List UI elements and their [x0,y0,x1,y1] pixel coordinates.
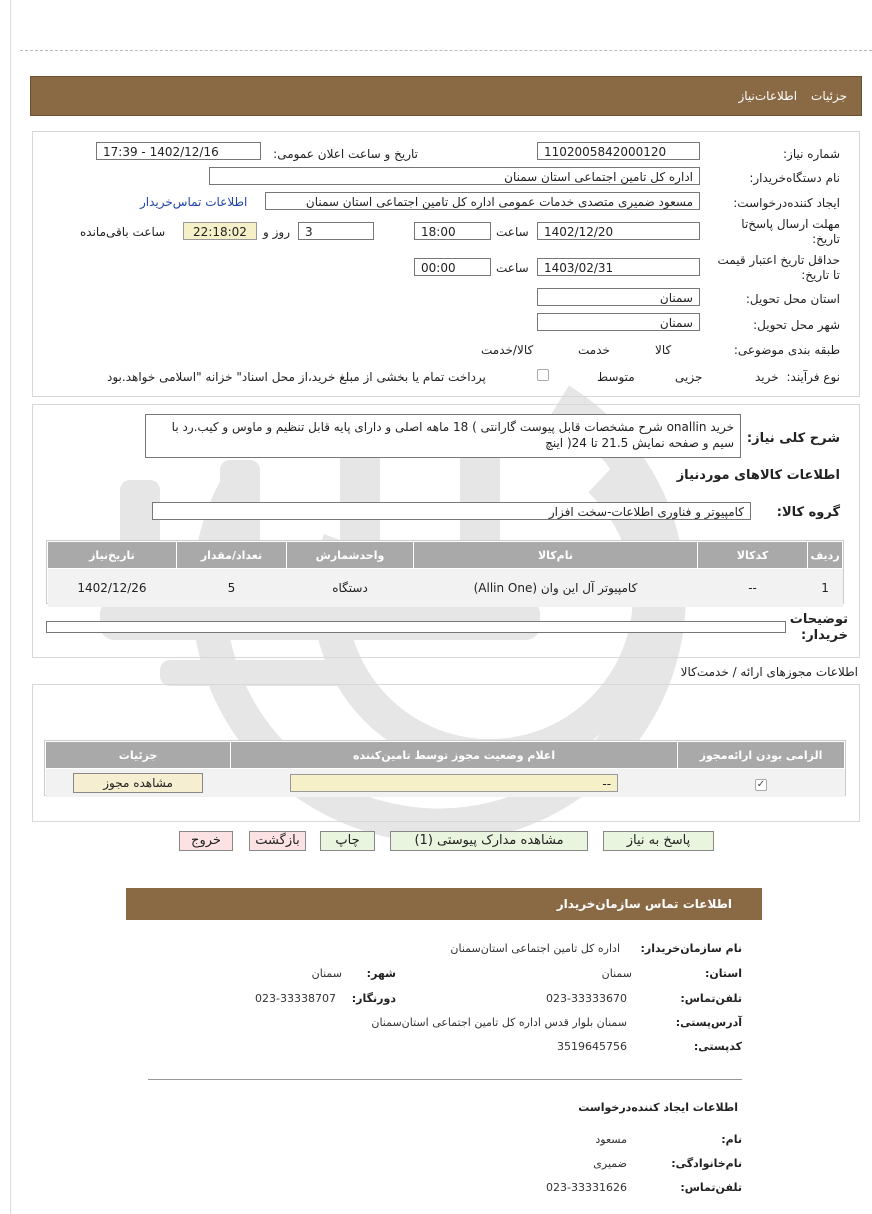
days-label: روز و [263,225,290,239]
tab-details[interactable]: جزئیات [811,89,847,103]
cell-unit: دستگاه [287,569,414,608]
cell-row: 1 [808,569,843,608]
process-label: نوع فرآیند: [786,370,840,384]
col-unit: واحدشمارش [287,542,414,569]
col-row: ردیف [808,542,843,569]
top-divider [20,50,872,51]
contact-fax-label: دورنگار: [351,992,396,1005]
col-required: الزامی بودن ارائه‌مجوز [677,742,844,769]
radio-goods-service-label: کالا/خدمت [481,343,534,357]
contact-postal-label: کدپستی: [693,1040,742,1053]
cell-name: کامپیوتر آل این وان (Allin One) [413,569,697,608]
radio-service-label: خدمت [578,343,610,357]
category-label: طبقه بندی موضوعی: [733,343,840,357]
days-field: 3 [298,222,374,240]
contact-org-value: اداره کل تامین اجتماعی استان‌سمنان [450,942,620,955]
col-status: اعلام وضعیت مجوز توسط تامین‌کننده [231,742,678,769]
radio-small-label: جزیی [675,370,703,384]
contact-divider [148,1079,742,1080]
back-button[interactable]: بازگشت [249,831,306,851]
remaining-label: ساعت باقی‌مانده [80,225,166,239]
announce-field: 1402/12/16 - 17:39 [96,142,261,160]
goods-group-label: گروه کالا: [776,505,840,520]
buyer-org-label: نام دستگاه‌خریدار: [749,171,840,185]
contact-phone-value: 023-33333670 [546,992,627,1005]
need-number-field: 1102005842000120 [537,142,700,160]
contact-province-label: استان: [705,967,742,980]
validity-time-label: ساعت [496,261,529,275]
buyer-contact-link[interactable]: اطلاعات تماس‌خریدار [140,195,248,209]
creator-first-value: مسعود [595,1133,627,1146]
summary-text: خرید onallin شرح مشخصات قابل پیوست گارانتی ) 18 ماهه اصلی و دارای پایه قابل تنظیم و ماوس و کیب.رد با سیم و صفحه نمایش 21.5 تا 24( اینچ [145,414,741,458]
required-checkbox[interactable]: ✓ [756,778,766,790]
need-number-label: شماره نیاز: [783,147,840,161]
contact-fax-value: 023-33338707 [255,992,336,1005]
col-date: تاریخ‌نیاز [48,542,177,569]
remaining-time-field: 22:18:02 [183,222,257,240]
city-label: شهر محل تحویل: [753,318,840,332]
permits-title: اطلاعات مجوزهای ارائه / خدمت‌کالا [680,665,858,679]
validity-time-field: 00:00 [414,258,491,276]
validity-date-field: 1403/02/31 [537,258,700,276]
buyer-org-field: اداره کل تامین اجتماعی استان سمنان [209,167,700,185]
contact-city-value: سمنان [311,967,342,980]
goods-group-field: کامپیوتر و فناوری اطلاعات-سخت افزار [152,502,751,520]
contact-province-value: سمنان [601,967,632,980]
validity-label: حداقل تاریخ اعتبار قیمت تا تاریخ: [717,253,840,282]
deadline-time-label: ساعت [496,225,529,239]
cell-required [677,769,844,798]
deadline-time-field: 18:00 [414,222,491,240]
cell-code: -- [697,569,807,608]
contact-org-label: نام سازمان‌خریدار: [640,942,742,955]
contact-address-label: آدرس‌پستی: [675,1016,742,1029]
goods-table [47,541,843,607]
contact-title: اطلاعات تماس سازمان‌خریدار [556,897,732,911]
province-label: استان محل تحویل: [745,292,840,306]
page-left-border [10,0,11,1214]
announce-label: تاریخ و ساعت اعلان عمومی: [273,147,418,161]
table-row [48,569,843,608]
col-code: کدکالا [697,542,807,569]
page-header-bar [30,76,862,116]
attachments-button[interactable]: مشاهده مدارک پیوستی (1) [390,831,588,851]
creator-field: مسعود ضمیری متصدی خدمات عمومی اداره کل تامین اجتماعی استان سمنان [265,192,700,210]
view-permit-button[interactable]: مشاهده مجوز [73,773,203,793]
permits-table-frame [44,740,846,796]
buyer-notes-label: توضیحات خریدار: [789,612,848,643]
creator-last-value: ضمیری [593,1157,627,1170]
deadline-label: مهلت ارسال پاسخ‌تا تاریخ: [741,217,840,246]
province-field: سمنان [537,288,700,306]
permit-status-field[interactable]: -- [290,774,618,792]
col-qty: تعداد/مقدار [176,542,286,569]
radio-goods-label: کالا [655,343,672,357]
radio-medium-label: متوسط [597,370,635,384]
contact-header-bar [126,888,762,920]
city-field: سمنان [537,313,700,331]
creator-phone-value: 023-33331626 [546,1181,627,1194]
print-button[interactable]: چاپ [320,831,375,851]
cell-qty: 5 [176,569,286,608]
creator-phone-label: تلفن‌تماس: [680,1181,742,1194]
creator-first-label: نام: [721,1133,742,1146]
cell-details [46,769,231,798]
cell-date: 1402/12/26 [48,569,177,608]
creator-info-title: اطلاعات ایجاد کننده‌درخواست [578,1101,738,1114]
cell-status [231,769,678,798]
summary-label: شرح کلی نیاز: [746,431,840,446]
tab-need-info[interactable]: اطلاعات‌نیاز [738,89,798,103]
process-buy-text: خرید [755,370,779,384]
col-details: جزئیات [46,742,231,769]
exit-button[interactable]: خروج [179,831,233,851]
contact-phone-label: تلفن‌تماس: [680,992,742,1005]
permits-table [45,741,845,797]
creator-label: ایجاد کننده‌درخواست: [733,196,840,210]
contact-postal-value: 3519645756 [557,1040,627,1053]
payment-checkbox[interactable] [537,369,549,381]
buyer-notes-field [46,621,786,633]
table-row [46,769,845,798]
payment-note: پرداخت تمام یا بخشی از مبلغ خرید،از محل اسناد" خزانه "اسلامی خواهد.بود [107,370,486,384]
contact-address-value: سمنان بلوار قدس اداره کل تامین اجتماعی استان‌سمنان [371,1016,627,1029]
deadline-date-field: 1402/12/20 [537,222,700,240]
col-name: نام‌کالا [413,542,697,569]
creator-last-label: نام‌خانوادگی: [671,1157,742,1170]
reply-button[interactable]: پاسخ به نیاز [603,831,714,851]
goods-table-frame [46,540,844,604]
goods-section-title: اطلاعات کالاهای موردنیاز [676,468,840,483]
contact-city-label: شهر: [366,967,396,980]
